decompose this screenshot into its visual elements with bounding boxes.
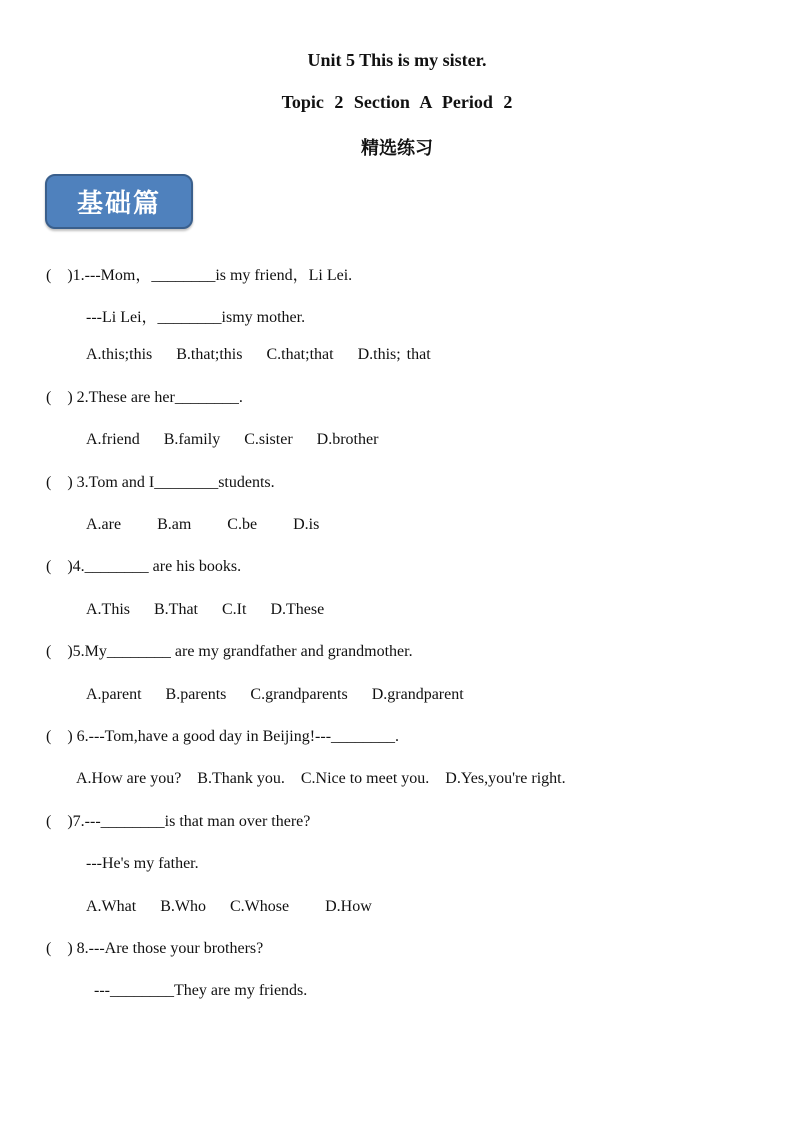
question-4-stem: ( )4.________ are his books. <box>46 558 242 575</box>
question-6-stem: ( ) 6.---Tom,have a good day in Beijing!---________. <box>46 728 400 745</box>
unit-title: Unit 5 This is my sister. <box>307 50 487 70</box>
question-1-sub: ---Li Lei，________ismy mother. <box>86 309 306 326</box>
question-7-sub: ---He's my father. <box>86 855 199 872</box>
question-7-stem: ( )7.---________is that man over there? <box>46 813 311 830</box>
question-8-stem: ( ) 8.---Are those your brothers? <box>46 940 264 957</box>
question-3-options: A.are B.am C.be D.is <box>86 516 320 533</box>
question-7-options: A.What B.Who C.Whose D.How <box>86 898 372 915</box>
question-1-stem: ( )1.---Mom，________is my friend，Li Lei. <box>46 267 353 284</box>
question-5-stem: ( )5.My________ are my grandfather and grandmother. <box>46 643 413 660</box>
question-2-options: A.friend B.family C.sister D.brother <box>86 431 379 448</box>
question-1-options: A.this;this B.that;this C.that;that D.this; that <box>86 346 431 363</box>
section-badge: 基础篇 <box>45 174 193 229</box>
question-6-options: A.How are you? B.Thank you. C.Nice to meet you. D.Yes,you're right. <box>76 770 566 787</box>
question-3-stem: ( ) 3.Tom and I________students. <box>46 474 275 491</box>
question-8-sub: ---________They are my friends. <box>94 982 308 999</box>
practice-subtitle: 精选练习 <box>361 138 433 158</box>
question-4-options: A.This B.That C.It D.These <box>86 601 325 618</box>
question-5-options: A.parent B.parents C.grandparents D.grandparent <box>86 686 464 703</box>
topic-title: Topic 2 Section A Period 2 <box>281 92 513 112</box>
question-2-stem: ( ) 2.These are her________. <box>46 389 243 406</box>
